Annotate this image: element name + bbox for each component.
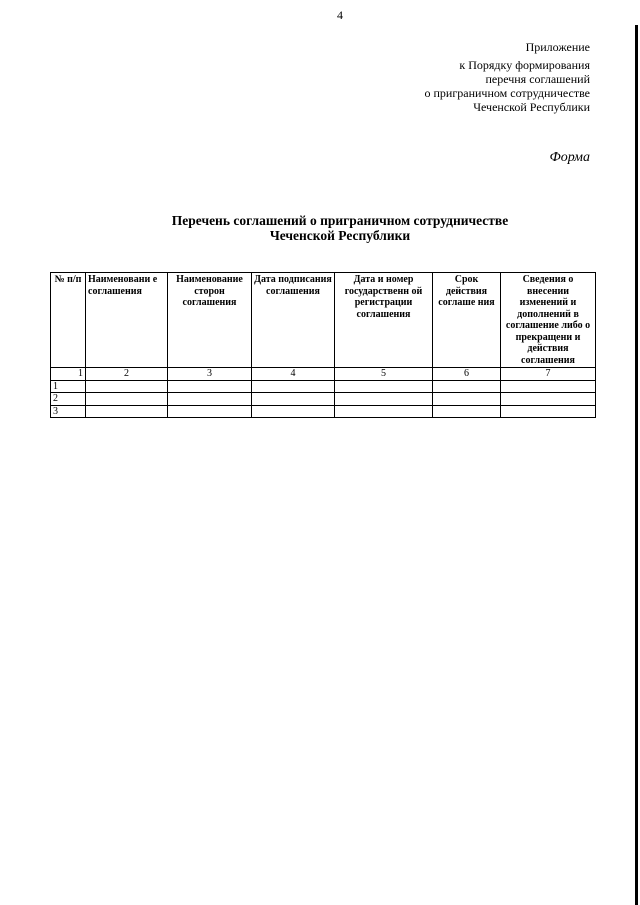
table-row bbox=[51, 380, 596, 393]
appendix-line: о приграничном сотрудничестве bbox=[424, 86, 590, 100]
document-title-line: Чеченской Республики bbox=[269, 228, 411, 243]
table-cell bbox=[335, 405, 433, 418]
scan-edge-line bbox=[635, 25, 638, 905]
column-number: 4 bbox=[252, 368, 335, 381]
appendix-heading: Приложение bbox=[525, 40, 590, 54]
table-cell bbox=[168, 393, 252, 406]
column-header: № п/п bbox=[51, 273, 86, 368]
table-cell bbox=[335, 380, 433, 393]
column-number: 2 bbox=[86, 368, 168, 381]
appendix-line: перечня соглашений bbox=[485, 72, 590, 86]
table-cell bbox=[335, 393, 433, 406]
column-header: Срок действия соглаше ния bbox=[433, 273, 501, 368]
table-cell bbox=[501, 393, 596, 406]
column-number: 3 bbox=[168, 368, 252, 381]
table-cell: 2 bbox=[51, 393, 86, 406]
agreements-table bbox=[50, 272, 596, 418]
column-header: Наименовани е соглашения bbox=[86, 273, 168, 368]
column-header: Сведения о внесении изменений и дополнений в соглашение либо о прекращени и действия соглашения bbox=[501, 273, 596, 368]
table-header-row bbox=[51, 273, 596, 368]
table-cell bbox=[433, 405, 501, 418]
table-cell bbox=[86, 393, 168, 406]
column-header: Дата и номер государственн ой регистрации соглашения bbox=[335, 273, 433, 368]
table-cell bbox=[86, 380, 168, 393]
appendix-line: Чеченской Республики bbox=[473, 100, 590, 114]
table-cell bbox=[252, 405, 335, 418]
table-cell: 1 bbox=[51, 380, 86, 393]
table-cell bbox=[501, 405, 596, 418]
column-number: 1 bbox=[51, 368, 86, 381]
column-header: Дата подписания соглашения bbox=[252, 273, 335, 368]
document-title-line: Перечень соглашений о приграничном сотрудничестве bbox=[171, 213, 509, 228]
document-title bbox=[0, 213, 640, 243]
column-number-row bbox=[51, 368, 596, 381]
table-cell bbox=[501, 380, 596, 393]
column-number: 6 bbox=[433, 368, 501, 381]
table-row bbox=[51, 393, 596, 406]
form-label: Форма bbox=[549, 150, 590, 165]
column-header: Наименование сторон соглашения bbox=[168, 273, 252, 368]
table-row bbox=[51, 405, 596, 418]
table-cell bbox=[433, 380, 501, 393]
table-cell bbox=[168, 405, 252, 418]
table-cell bbox=[433, 393, 501, 406]
table-cell bbox=[252, 380, 335, 393]
table-cell bbox=[168, 380, 252, 393]
table-cell: 3 bbox=[51, 405, 86, 418]
page-number: 4 bbox=[337, 8, 343, 22]
appendix-line: к Порядку формирования bbox=[459, 58, 590, 72]
column-number: 5 bbox=[335, 368, 433, 381]
table-cell bbox=[252, 393, 335, 406]
appendix-block bbox=[330, 40, 590, 114]
column-number: 7 bbox=[501, 368, 596, 381]
table-cell bbox=[86, 405, 168, 418]
